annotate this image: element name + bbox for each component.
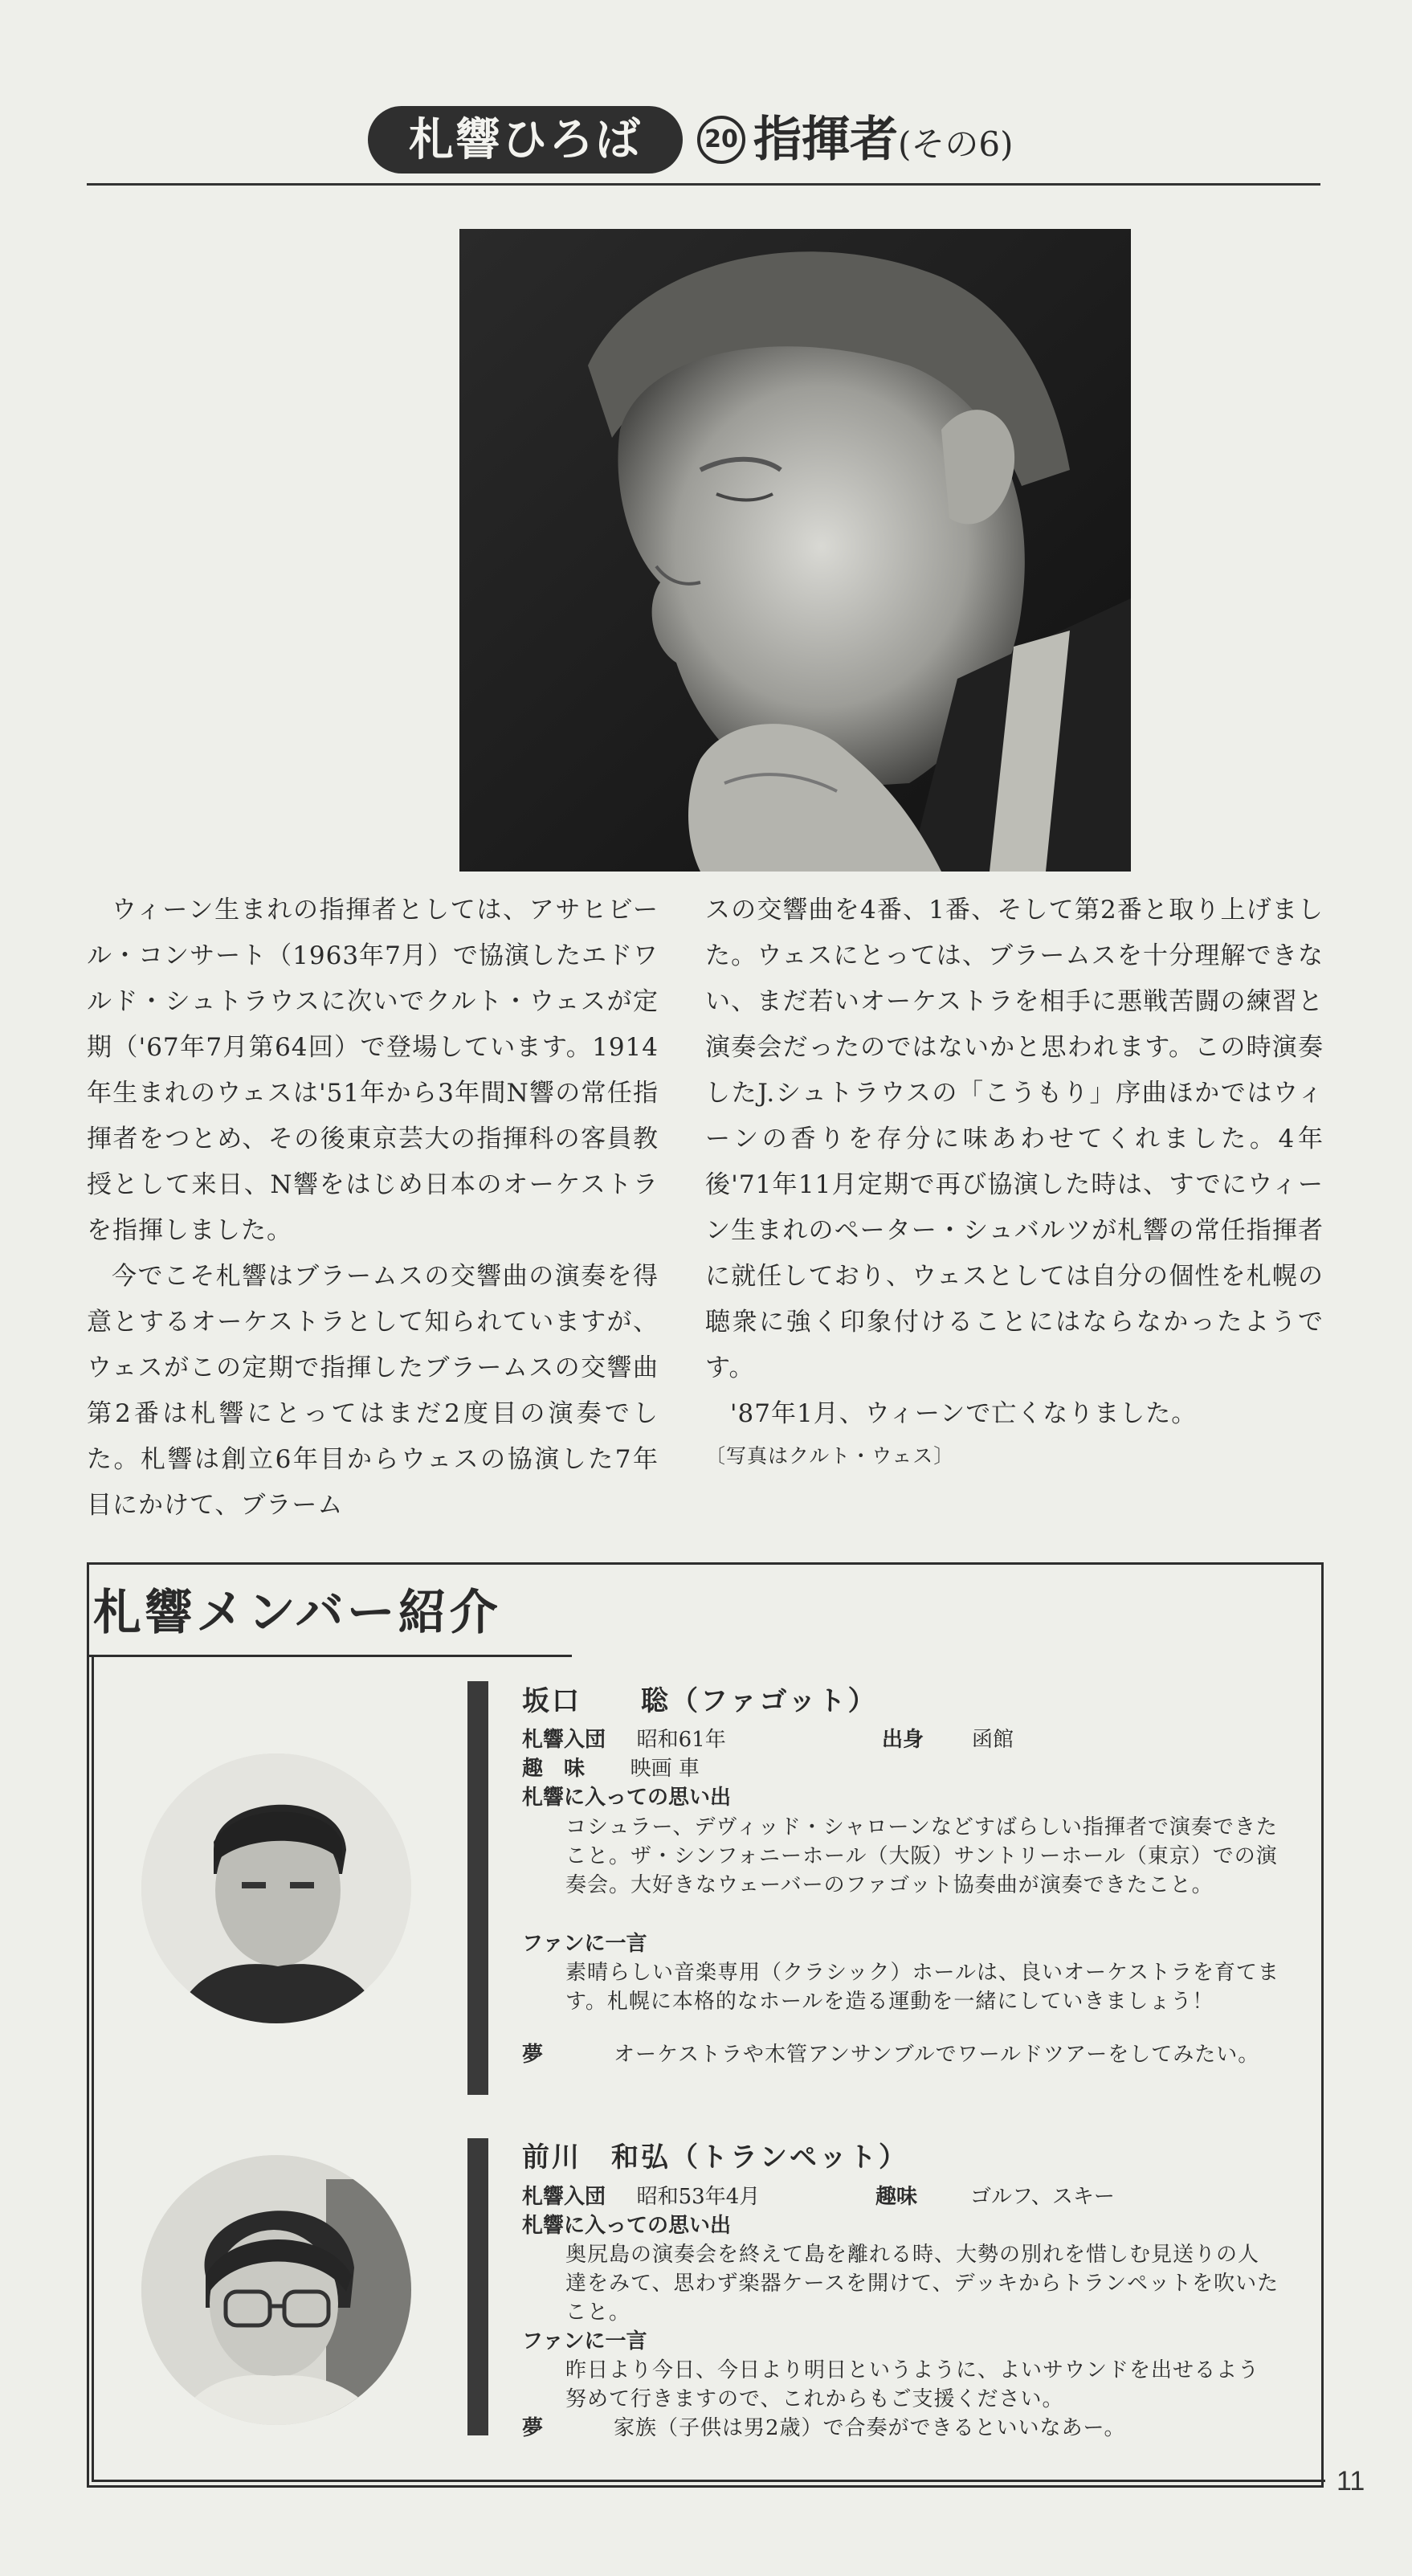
join-label: 札響入団 — [522, 1728, 606, 1752]
hobby-value: 映画 車 — [630, 1757, 700, 1781]
person-icon — [141, 1753, 411, 2023]
person-icon — [141, 2155, 411, 2425]
fan-label: ファンに一言 — [522, 2329, 647, 2354]
fan-text: 昨日より今日、今日より明日というように、よいサウンドを出せるよう努めて行きますので、これからもご支援ください。 — [565, 2358, 1260, 2411]
member-portrait — [141, 2155, 411, 2425]
dream-text: 家族（子供は男2歳）で合奏ができるといいなあー。 — [614, 2416, 1126, 2440]
issue-number: 20 — [697, 116, 745, 164]
title-subtitle: (その6) — [898, 125, 1014, 164]
fan-label: ファンに一言 — [522, 1932, 647, 1956]
conductor-photo — [459, 229, 1131, 872]
member-name: 坂口 聡（ファゴット） — [522, 1685, 878, 1717]
title-main: 指揮者 — [753, 112, 898, 168]
memory-label: 札響に入っての思い出 — [522, 2214, 732, 2238]
members-section-title: 札響メンバー紹介 — [93, 1585, 501, 1641]
origin-value: 函館 — [972, 1728, 1014, 1752]
memory-text: 奥尻島の演奏会を終えて島を離れる時、大勢の別れを惜しむ見送りの人達をみて、思わず楽器ケースを開けて、デッキからトランペットを吹いたこと。 — [565, 2243, 1279, 2325]
page-title — [753, 106, 1014, 174]
hobby-value: ゴルフ、スキー — [970, 2185, 1115, 2209]
article-left-column — [87, 888, 659, 1529]
memory-label: 札響に入っての思い出 — [522, 1786, 732, 1810]
header-rule — [87, 183, 1320, 186]
dream-label: 夢 — [522, 2043, 544, 2067]
dream-label: 夢 — [522, 2416, 544, 2440]
article-paragraph: スの交響曲を4番、1番、そして第2番と取り上げました。ウェスにとっては、ブラームスを十分理解できない、まだ若いオーケストラを相手に悪戦苦闘の練習と演奏会だったのではないかと思われます。この時演奏したJ.シュトラウスの「こうもり」序曲ほかではウィーンの香りを存分に味あわせてくれました。4年後'71年11月定期で再び協演した時は、すでにウィーン生まれのペーター・シュバルツが札響の常任指揮者に就任しており、ウェスとしては自分の個性を札幌の聴衆に強く印象付けることにはならなかったようです。 — [705, 896, 1324, 1382]
conductor-portrait-illustration — [459, 229, 1131, 872]
member-name: 前川 和弘（トランペット） — [522, 2141, 908, 2174]
page-number: 11 — [1337, 2466, 1365, 2496]
memory-text: コシュラー、デヴィッド・シャローンなどすばらしい指揮者で演奏できたこと。ザ・シンフォニーホール（大阪）サントリーホール（東京）での演奏会。大好きなウェーバーのファゴット協奏曲が演奏できたこと。 — [565, 1815, 1278, 1897]
photo-caption: 〔写真はクルト・ウェス〕 — [705, 1444, 955, 1468]
join-label: 札響入団 — [522, 2185, 606, 2209]
member-hobby-row — [522, 1754, 700, 1783]
member-accent-bar — [467, 1681, 488, 2095]
dream-text: オーケストラや木管アンサンブルでワールドツアーをしてみたい。 — [614, 2043, 1260, 2067]
member-accent-bar — [467, 2138, 488, 2435]
join-value: 昭和53年4月 — [636, 2185, 761, 2209]
member-join-row — [522, 2182, 1293, 2211]
fan-text: 素晴らしい音楽専用（クラシック）ホールは、良いオーケストラを育てます。札幌に本格的なホールを造る運動を一緒にしていきましょう！ — [565, 1961, 1279, 2014]
article-right-column — [705, 888, 1324, 1472]
join-value: 昭和61年 — [636, 1728, 726, 1752]
origin-label: 出身 — [882, 1728, 924, 1752]
member-portrait — [141, 1753, 411, 2023]
section-badge: 札響ひろば — [368, 106, 683, 174]
hobby-label: 趣 味 — [522, 1757, 586, 1781]
article-paragraph: ウィーン生まれの指揮者としては、アサヒビール・コンサート（1963年7月）で協演したエドワルド・シュトラウスに次いでクルト・ウェスが定期（'67年7月第64回）で登場しています。1914年生まれのウェスは'51年から3年間N響の常任指揮者をつとめ、その後東京芸大の指揮科の客員教授として来日、N響をはじめ日本のオーケストラを指揮しました。 — [87, 896, 659, 1245]
hobby-label: 趣味 — [875, 2185, 918, 2209]
member-join-row — [522, 1725, 1293, 1754]
article-paragraph: '87年1月、ウィーンで亡くなりました。 — [730, 1399, 1198, 1428]
article-paragraph: 今でこそ札響はブラームスの交響曲の演奏を得意とするオーケストラとして知られていますが、ウェスがこの定期で指揮したブラームスの交響曲第2番は札響にとってはまだ2度目の演奏でした。札響は創立6年目からウェスの協演した7年目にかけて、ブラーム — [87, 1262, 659, 1520]
